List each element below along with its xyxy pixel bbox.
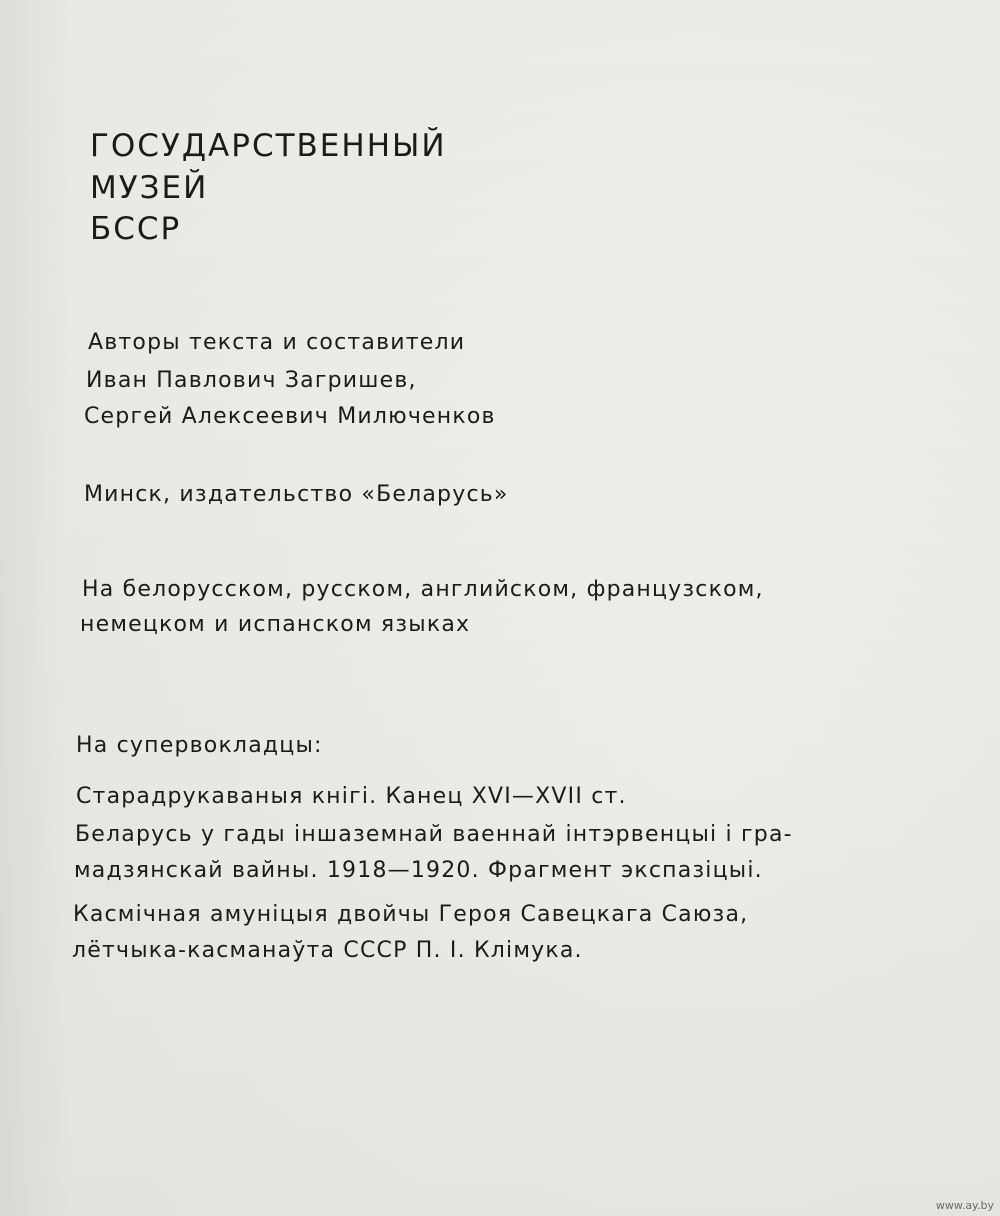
author-1: Иван Павлович Загришев, [86,368,417,393]
author-2: Сергей Алексеевич Милюченков [84,404,496,429]
cover-note-2-line-2: мадзянскай вайны. 1918—1920. Фрагмент экспазіцыі. [74,858,763,883]
title-line-1: ГОСУДАРСТВЕННЫЙ [90,128,447,164]
site-watermark: www.ay.by [935,1199,994,1212]
languages-line-1: На белорусском, русском, английском, французском, [82,577,764,602]
languages-line-2: немецком и испанском языках [80,612,471,637]
title-line-3: БССР [90,211,182,247]
page-edge-shadow [0,0,70,1216]
cover-note-3-line-2: лётчыка-касманаўта СССР П. І. Клімука. [72,938,583,963]
title-line-2: МУЗЕЙ [90,170,209,206]
cover-note-3-line-1: Касмічная амуніцыя двойчы Героя Савецкага Саюза, [73,902,749,927]
authors-heading: Авторы текста и составители [88,330,466,355]
cover-note-1: Старадрукаваныя кнігі. Канец XVI—XVII ст. [76,784,627,809]
cover-note-2-line-1: Беларусь у гады іншаземнай ваеннай інтэрвенцыі і гра- [75,822,793,847]
cover-notes-heading: На супервокладцы: [76,733,323,758]
publisher: Минск, издательство «Беларусь» [84,482,509,507]
